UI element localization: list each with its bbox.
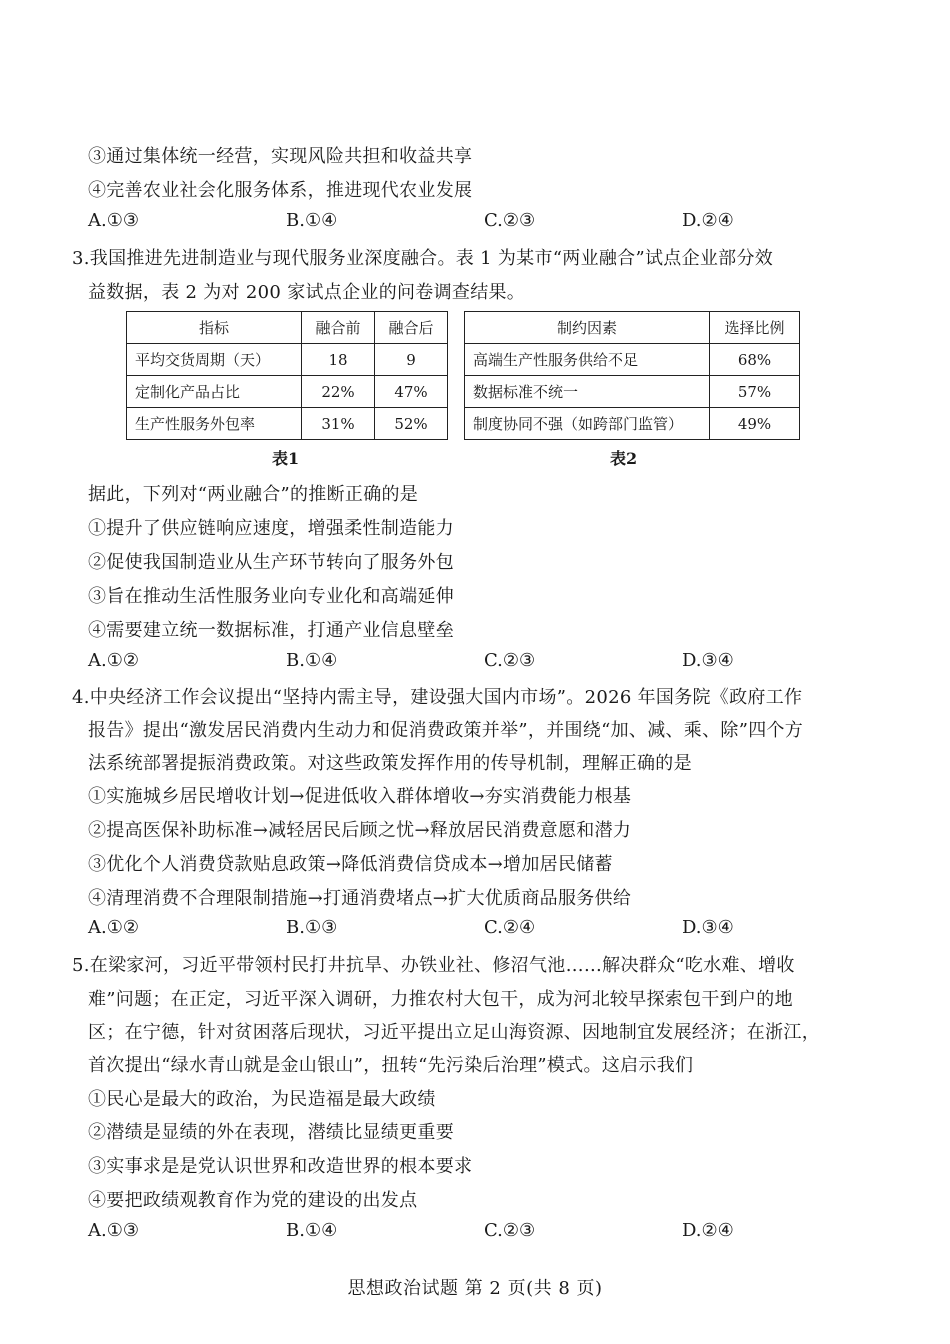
q3-option-1: ①提升了供应链响应速度，增强柔性制造能力	[88, 518, 454, 539]
q2-option-4: ④完善农业社会化服务体系，推进现代农业发展	[88, 180, 473, 201]
table-1-header-cell: 融合后	[375, 312, 448, 344]
q2-choices	[88, 210, 828, 236]
q4-option-3: ③优化个人消费贷款贴息政策→降低消费信贷成本→增加居民储蓄	[88, 854, 613, 875]
table-cell: 31%	[302, 408, 375, 440]
table-cell: 68%	[710, 344, 800, 376]
table-2-header-cell: 选择比例	[710, 312, 800, 344]
table-1-caption: 表1	[272, 449, 300, 468]
q5-option-2: ②潜绩是显绩的外在表现，潜绩比显绩更重要	[88, 1122, 454, 1143]
table-2	[464, 311, 800, 440]
q3-prompt: 据此，下列对“两业融合”的推断正确的是	[88, 484, 419, 505]
q4-choices	[88, 917, 828, 943]
table-1-header	[127, 312, 448, 344]
table-cell: 18	[302, 344, 375, 376]
q2-choice-d: D.②④	[682, 210, 734, 231]
q5-option-4: ④要把政绩观教育作为党的建设的出发点	[88, 1190, 418, 1211]
q4-stem-line-2: 报告》提出“激发居民消费内生动力和促消费政策并举”，并围绕“加、减、乘、除”四个方	[88, 720, 804, 741]
q4-option-2: ②提高医保补助标准→减轻居民后顾之忧→释放居民消费意愿和潜力	[88, 820, 632, 841]
q5-stem-line-4: 首次提出“绿水青山就是金山银山”，扭转“先污染后治理”模式。这启示我们	[88, 1055, 694, 1076]
table-cell: 数据标准不统一	[465, 376, 710, 408]
q2-choice-c: C.②③	[484, 210, 536, 231]
q3-option-4: ④需要建立统一数据标准，打通产业信息壁垒	[88, 620, 454, 641]
table-cell: 高端生产性服务供给不足	[465, 344, 710, 376]
q5-choice-a: A.①③	[88, 1220, 139, 1241]
table-2-caption: 表2	[610, 449, 638, 468]
q5-stem-line-3: 区；在宁德，针对贫困落后现状，习近平提出立足山海资源、因地制宜发展经济；在浙江，	[88, 1022, 820, 1043]
q3-choices	[88, 650, 828, 676]
q3-option-2: ②促使我国制造业从生产环节转向了服务外包	[88, 552, 454, 573]
table-row	[465, 344, 800, 376]
table-1	[126, 311, 448, 440]
q5-choice-d: D.②④	[682, 1220, 734, 1241]
q5-option-3: ③实事求是是党认识世界和改造世界的根本要求	[88, 1156, 473, 1177]
q3-choice-c: C.②③	[484, 650, 536, 671]
q4-stem-line-1: 4.中央经济工作会议提出“坚持内需主导，建设强大国内市场”。2026 年国务院《政府工作	[72, 687, 803, 708]
q4-choice-b: B.①③	[286, 917, 338, 938]
table-cell: 生产性服务外包率	[127, 408, 302, 440]
q3-choice-b: B.①④	[286, 650, 338, 671]
table-2-header	[465, 312, 800, 344]
q5-choices	[88, 1220, 828, 1246]
table-cell: 9	[375, 344, 448, 376]
table-2-header-cell: 制约因素	[465, 312, 710, 344]
q3-stem-line-2: 益数据，表 2 为对 200 家试点企业的问卷调查结果。	[88, 282, 526, 303]
table-cell: 制度协同不强（如跨部门监管）	[465, 408, 710, 440]
table-cell: 47%	[375, 376, 448, 408]
table-cell: 平均交货周期（天）	[127, 344, 302, 376]
q2-choice-a: A.①③	[88, 210, 139, 231]
table-1-header-cell: 融合前	[302, 312, 375, 344]
table-cell: 52%	[375, 408, 448, 440]
q5-stem-line-1: 5.在梁家河，习近平带领村民打井抗旱、办铁业社、修沼气池……解决群众“吃水难、增收	[72, 955, 795, 976]
q3-choice-d: D.③④	[682, 650, 734, 671]
table-1-header-cell: 指标	[127, 312, 302, 344]
q4-choice-a: A.①②	[88, 917, 139, 938]
table-cell: 定制化产品占比	[127, 376, 302, 408]
q4-choice-c: C.②④	[484, 917, 536, 938]
q5-choice-b: B.①④	[286, 1220, 338, 1241]
q5-choice-c: C.②③	[484, 1220, 536, 1241]
table-cell: 22%	[302, 376, 375, 408]
table-row	[127, 408, 448, 440]
q3-stem-line-1: 3.我国推进先进制造业与现代服务业深度融合。表 1 为某市“两业融合”试点企业部分效	[72, 248, 774, 269]
q3-choice-a: A.①②	[88, 650, 139, 671]
table-row	[127, 344, 448, 376]
q5-stem-line-2: 难”问题；在正定，习近平深入调研，力推农村大包干，成为河北较早探索包干到户的地	[88, 989, 793, 1010]
table-cell: 49%	[710, 408, 800, 440]
q3-option-3: ③旨在推动生活性服务业向专业化和高端延伸	[88, 586, 454, 607]
page-footer: 思想政治试题 第 2 页(共 8 页)	[347, 1278, 603, 1299]
q4-choice-d: D.③④	[682, 917, 734, 938]
table-row	[127, 376, 448, 408]
table-row	[465, 408, 800, 440]
q2-choice-b: B.①④	[286, 210, 338, 231]
q4-option-4: ④清理消费不合理限制措施→打通消费堵点→扩大优质商品服务供给	[88, 888, 632, 909]
table-cell: 57%	[710, 376, 800, 408]
q5-option-1: ①民心是最大的政治，为民造福是最大政绩	[88, 1089, 436, 1110]
q4-option-1: ①实施城乡居民增收计划→促进低收入群体增收→夯实消费能力根基	[88, 786, 632, 807]
q4-stem-line-3: 法系统部署提振消费政策。对这些政策发挥作用的传导机制，理解正确的是	[88, 753, 692, 774]
q2-option-3: ③通过集体统一经营，实现风险共担和收益共享	[88, 146, 473, 167]
table-row	[465, 376, 800, 408]
